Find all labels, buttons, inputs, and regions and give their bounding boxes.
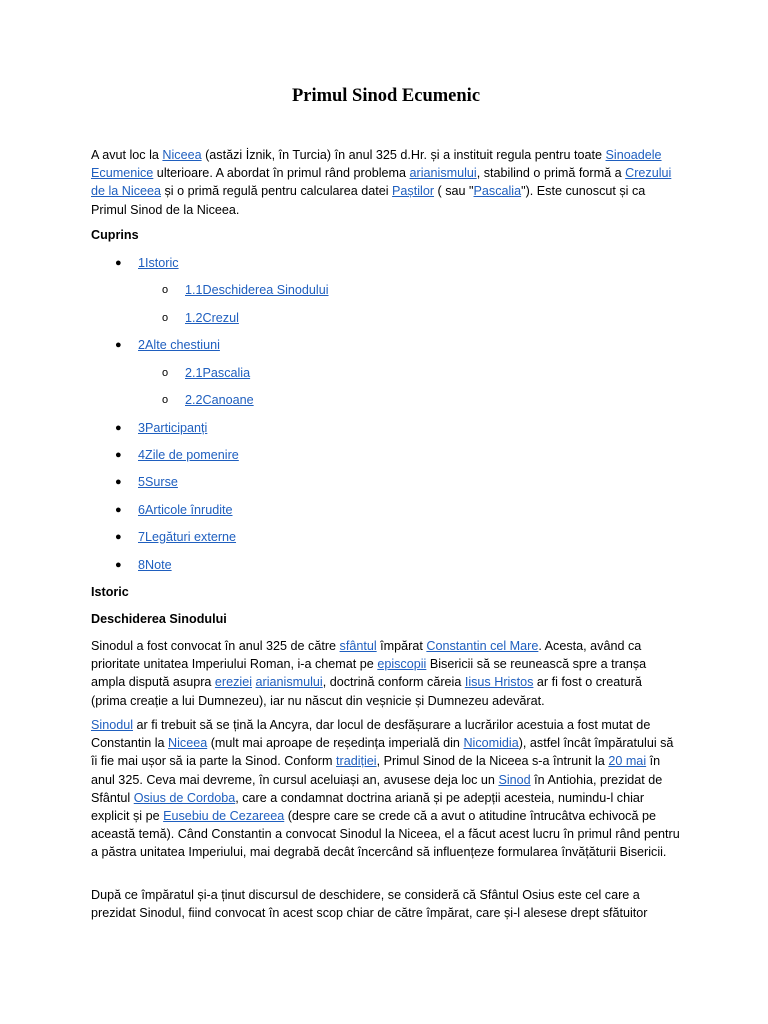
paragraph-text: . Acesta, având ca prioritate unitatea Imperiului Roman, i-a chemat pe <box>91 639 642 672</box>
toc-link[interactable]: 1.2Crezul <box>185 311 239 325</box>
link-niceea[interactable]: Niceea <box>162 148 202 162</box>
circle-bullet-icon: o <box>162 367 169 379</box>
bullet-icon: ● <box>115 257 122 269</box>
section-heading-istoric: Istoric <box>91 585 129 599</box>
toc-link[interactable]: 1.1Deschiderea Sinodului <box>185 283 329 297</box>
bullet-icon: ● <box>115 504 122 516</box>
link-eusebiu[interactable]: Eusebiu de Cezareea <box>163 809 285 824</box>
toc-item[interactable] <box>115 556 172 574</box>
bullet-icon: ● <box>115 531 122 543</box>
paragraph-text: , doctrină conform căreia <box>322 675 465 690</box>
paragraph-deschidere <box>91 886 681 922</box>
link-nicomidia[interactable]: Nicomidia <box>463 736 519 751</box>
circle-bullet-icon: o <box>162 284 169 296</box>
intro-paragraph <box>91 146 681 219</box>
toc-item[interactable] <box>115 528 237 546</box>
bullet-icon: ● <box>115 449 122 461</box>
toc-link[interactable]: 4Zile de pomenire <box>138 448 239 462</box>
toc-link[interactable]: 5Surse <box>138 475 178 489</box>
intro-text: ulterioare. A abordat în primul rând problema <box>153 166 410 181</box>
section-heading-deschiderea: Deschiderea Sinodului <box>91 612 227 626</box>
link-pastilor[interactable]: Paștilor <box>392 184 435 199</box>
bullet-icon: ● <box>115 559 122 571</box>
paragraph-text: în Antiohia, prezidat de Sfântul <box>91 772 663 805</box>
intro-text: și o primă regulă pentru calcularea datei <box>161 184 393 199</box>
toc-link[interactable]: 3Participanți <box>138 421 208 435</box>
intro-text: A avut loc la <box>91 148 163 162</box>
paragraph-text: (despre care se crede că a avut o atitudine întrucâtva echivocă pe această temă). Când Constantin a convocat Sinodul la Niceea, el a făcut acest lucru în primul rând pentru a păstra unitatea Imperiului, mai degrabă decât încercând să influențeze formularea învățăturii Bisericii. <box>91 809 680 860</box>
toc-item[interactable] <box>115 446 239 464</box>
link-episcopii[interactable]: episcopii <box>377 657 427 672</box>
toc-heading: Cuprins <box>91 228 139 242</box>
toc-item[interactable] <box>162 364 251 382</box>
intro-text: (astăzi İznik, în Turcia) în anul 325 d.Hr. și a instituit regula pentru toate <box>201 148 606 162</box>
bullet-icon: ● <box>115 339 122 351</box>
toc-item[interactable] <box>115 473 178 491</box>
intro-text: , stabilind o primă formă a <box>476 166 626 181</box>
link-ereziei[interactable]: ereziei <box>214 675 253 690</box>
link-constantin[interactable]: Constantin cel Mare <box>426 639 539 653</box>
paragraph-text: Sinodul a fost convocat în anul 325 de către <box>91 639 340 653</box>
toc-link[interactable]: 2Alte chestiuni <box>138 338 220 352</box>
bullet-icon: ● <box>115 422 122 434</box>
link-sfantul[interactable]: sfântul <box>339 639 377 653</box>
toc-item[interactable] <box>162 309 239 327</box>
paragraph-text: ), astfel încât împăratului să îi fie mai ușor să ia parte la Sinod. Conform <box>91 736 674 769</box>
toc-item[interactable] <box>115 254 179 272</box>
paragraph-text: ar fi fost o creatură (prima creație a lui Dumnezeu), iar nu născut din veșnicie și Dumnezeu adevărat. <box>91 675 642 708</box>
toc-link[interactable]: 2.1Pascalia <box>185 366 251 380</box>
paragraph-locatie <box>91 716 681 862</box>
paragraph-convocare <box>91 637 681 710</box>
paragraph-text: împărat <box>376 639 427 653</box>
paragraph-text: (mult mai aproape de reședința imperială din <box>207 736 464 751</box>
link-traditiei[interactable]: tradiției <box>336 754 377 769</box>
toc-link[interactable]: 6Articole înrudite <box>138 503 233 517</box>
link-niceea[interactable]: Niceea <box>168 736 208 751</box>
link-arianismului[interactable]: arianismului <box>255 675 323 690</box>
link-sinodul[interactable]: Sinodul <box>91 718 134 732</box>
link-pascalia[interactable]: Pascalia <box>473 184 522 199</box>
page-title: Primul Sinod Ecumenic <box>291 86 481 106</box>
link-20-mai[interactable]: 20 mai <box>608 754 647 769</box>
intro-text: ( sau " <box>434 184 474 199</box>
toc-item[interactable] <box>115 419 208 437</box>
toc-link[interactable]: 8Note <box>138 558 172 572</box>
link-crezului[interactable]: Crezului de la Niceea <box>91 166 672 199</box>
paragraph-text: Bisericii să se reunească spre a tranșa ampla dispută asupra <box>91 657 647 690</box>
toc-item[interactable] <box>115 336 220 354</box>
toc-link[interactable]: 1Istoric <box>138 256 179 270</box>
link-arianismului[interactable]: arianismului <box>409 166 477 181</box>
toc-item[interactable] <box>115 501 233 519</box>
paragraph-text: , care a condamnat doctrina ariană și pe adepții acesteia, numindu-l chiar explicit și pe <box>91 790 645 824</box>
paragraph-text: în anul 325. Ceva mai devreme, în cursul aceluiași an, avusese deja loc un <box>91 754 661 787</box>
toc-link[interactable]: 2.2Canoane <box>185 393 254 407</box>
toc-item[interactable] <box>162 391 254 409</box>
toc-item[interactable] <box>162 281 329 299</box>
toc-link[interactable]: 7Legături externe <box>138 530 237 544</box>
paragraph-text: , Primul Sinod de la Niceea s-a întrunit la <box>376 754 609 769</box>
link-osius[interactable]: Osius de Cordoba <box>133 790 236 805</box>
link-iisus-hristos[interactable]: Iisus Hristos <box>464 675 534 690</box>
link-sinoadele-ecumenice[interactable]: Sinoadele Ecumenice <box>91 148 662 181</box>
paragraph-text: După ce împăratul și-a ținut discursul de deschidere, se consideră că Sfântul Osius este cel care a prezidat Sinodul, fiind convocat în acest scop chiar de către împărat, care și-l alesese drept sfătuitor <box>91 888 648 921</box>
link-sinod[interactable]: Sinod <box>498 772 531 787</box>
paragraph-text: ar fi trebuit să se țină la Ancyra, dar locul de desfășurare a lucrărilor acestuia a fost mutat de Constantin la <box>91 718 651 751</box>
intro-text: "). Este cunoscut și ca Primul Sinod de la Niceea. <box>91 184 646 217</box>
circle-bullet-icon: o <box>162 312 169 324</box>
bullet-icon: ● <box>115 476 122 488</box>
circle-bullet-icon: o <box>162 394 169 406</box>
